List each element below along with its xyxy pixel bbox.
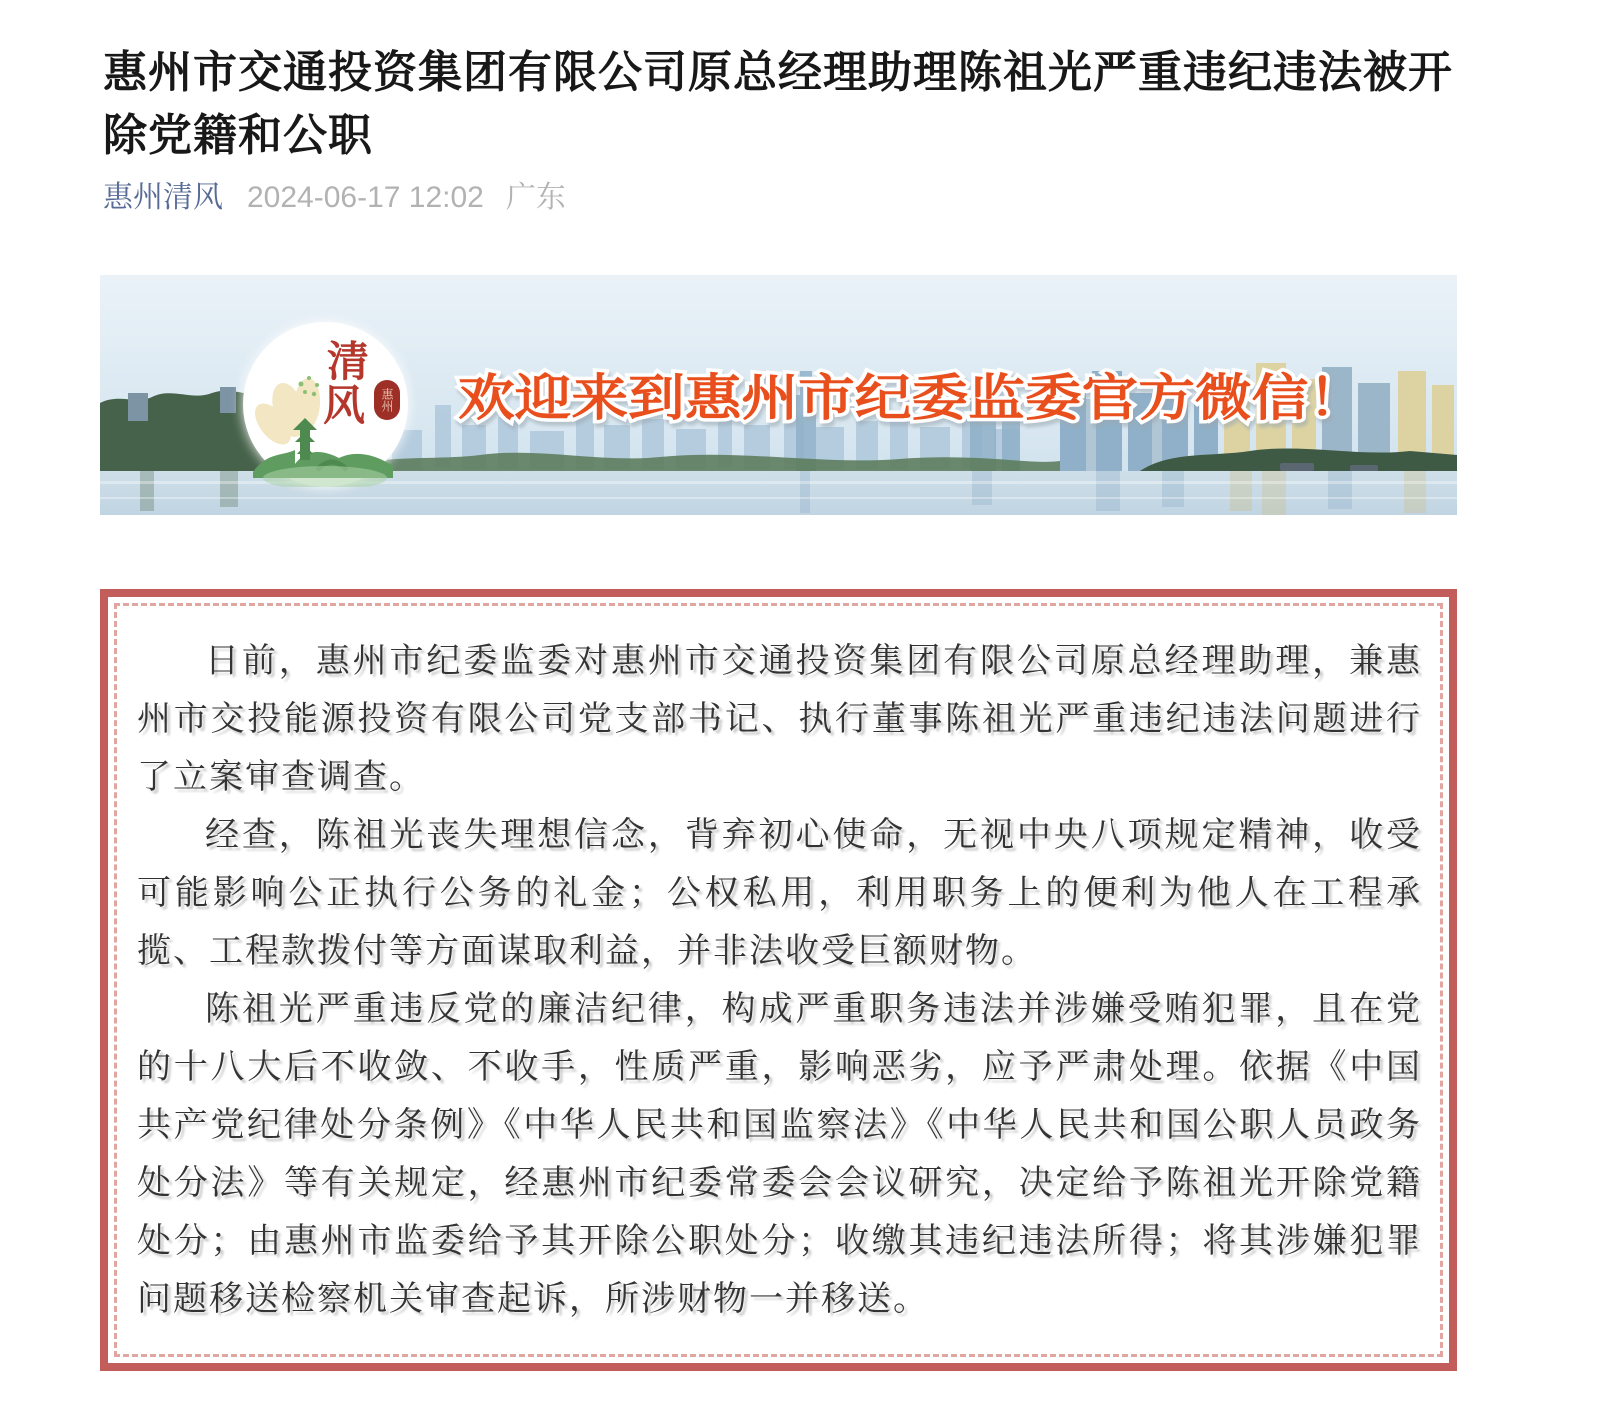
banner-headline: 欢迎来到惠州市纪委监委官方微信！ [458,370,1365,426]
paragraph-2: 经查，陈祖光丧失理想信念，背弃初心使命，无视中央八项规定精神，收受可能影响公正执行公务的礼金；公权私用，利用职务上的便利为他人在工程承揽、工程款拨付等方面谋取利益，并非法收受巨额财物。 [137,816,1422,970]
byline [103,172,566,216]
banner-image[interactable] [100,275,1457,515]
paragraph-1: 日前，惠州市纪委监委对惠州市交通投资集团有限公司原总经理助理，兼惠州市交投能源投资有限公司党支部书记、执行董事陈祖光严重违纪违法问题进行了立案审查调查。 [137,642,1422,796]
publish-region: 广东 [505,181,566,214]
article-body-box [100,589,1457,1371]
article-body-inner [114,603,1443,1357]
seal-text: 惠州 [380,388,394,412]
logo-char-bottom: 风 [323,384,366,430]
logo-art [243,322,408,487]
publish-time: 2024-06-17 12:02 [247,181,484,214]
page-title: 惠州市交通投资集团有限公司原总经理助理陈祖光严重违纪违法被开除党籍和公职 [103,48,1453,161]
logo-char-top: 清 [327,340,370,386]
qingfeng-huizhou-logo [243,322,408,487]
paragraph-3: 陈祖光严重违反党的廉洁纪律，构成严重职务违法并涉嫌受贿犯罪，且在党的十八大后不收敛、不收手，性质严重，影响恶劣，应予严肃处理。依据《中国共产党纪律处分条例》《中华人民共和国监察法》《中华人民共和国公职人员政务处分法》等有关规定，经惠州市纪委常委会会议研究，决定给予陈祖光开除党籍处分；由惠州市监委给予其开除公职处分；收缴其违纪违法所得；将其涉嫌犯罪问题移送检察机关审查起诉，所涉财物一并移送。 [137,990,1422,1318]
account-link[interactable]: 惠州清风 [103,181,223,214]
